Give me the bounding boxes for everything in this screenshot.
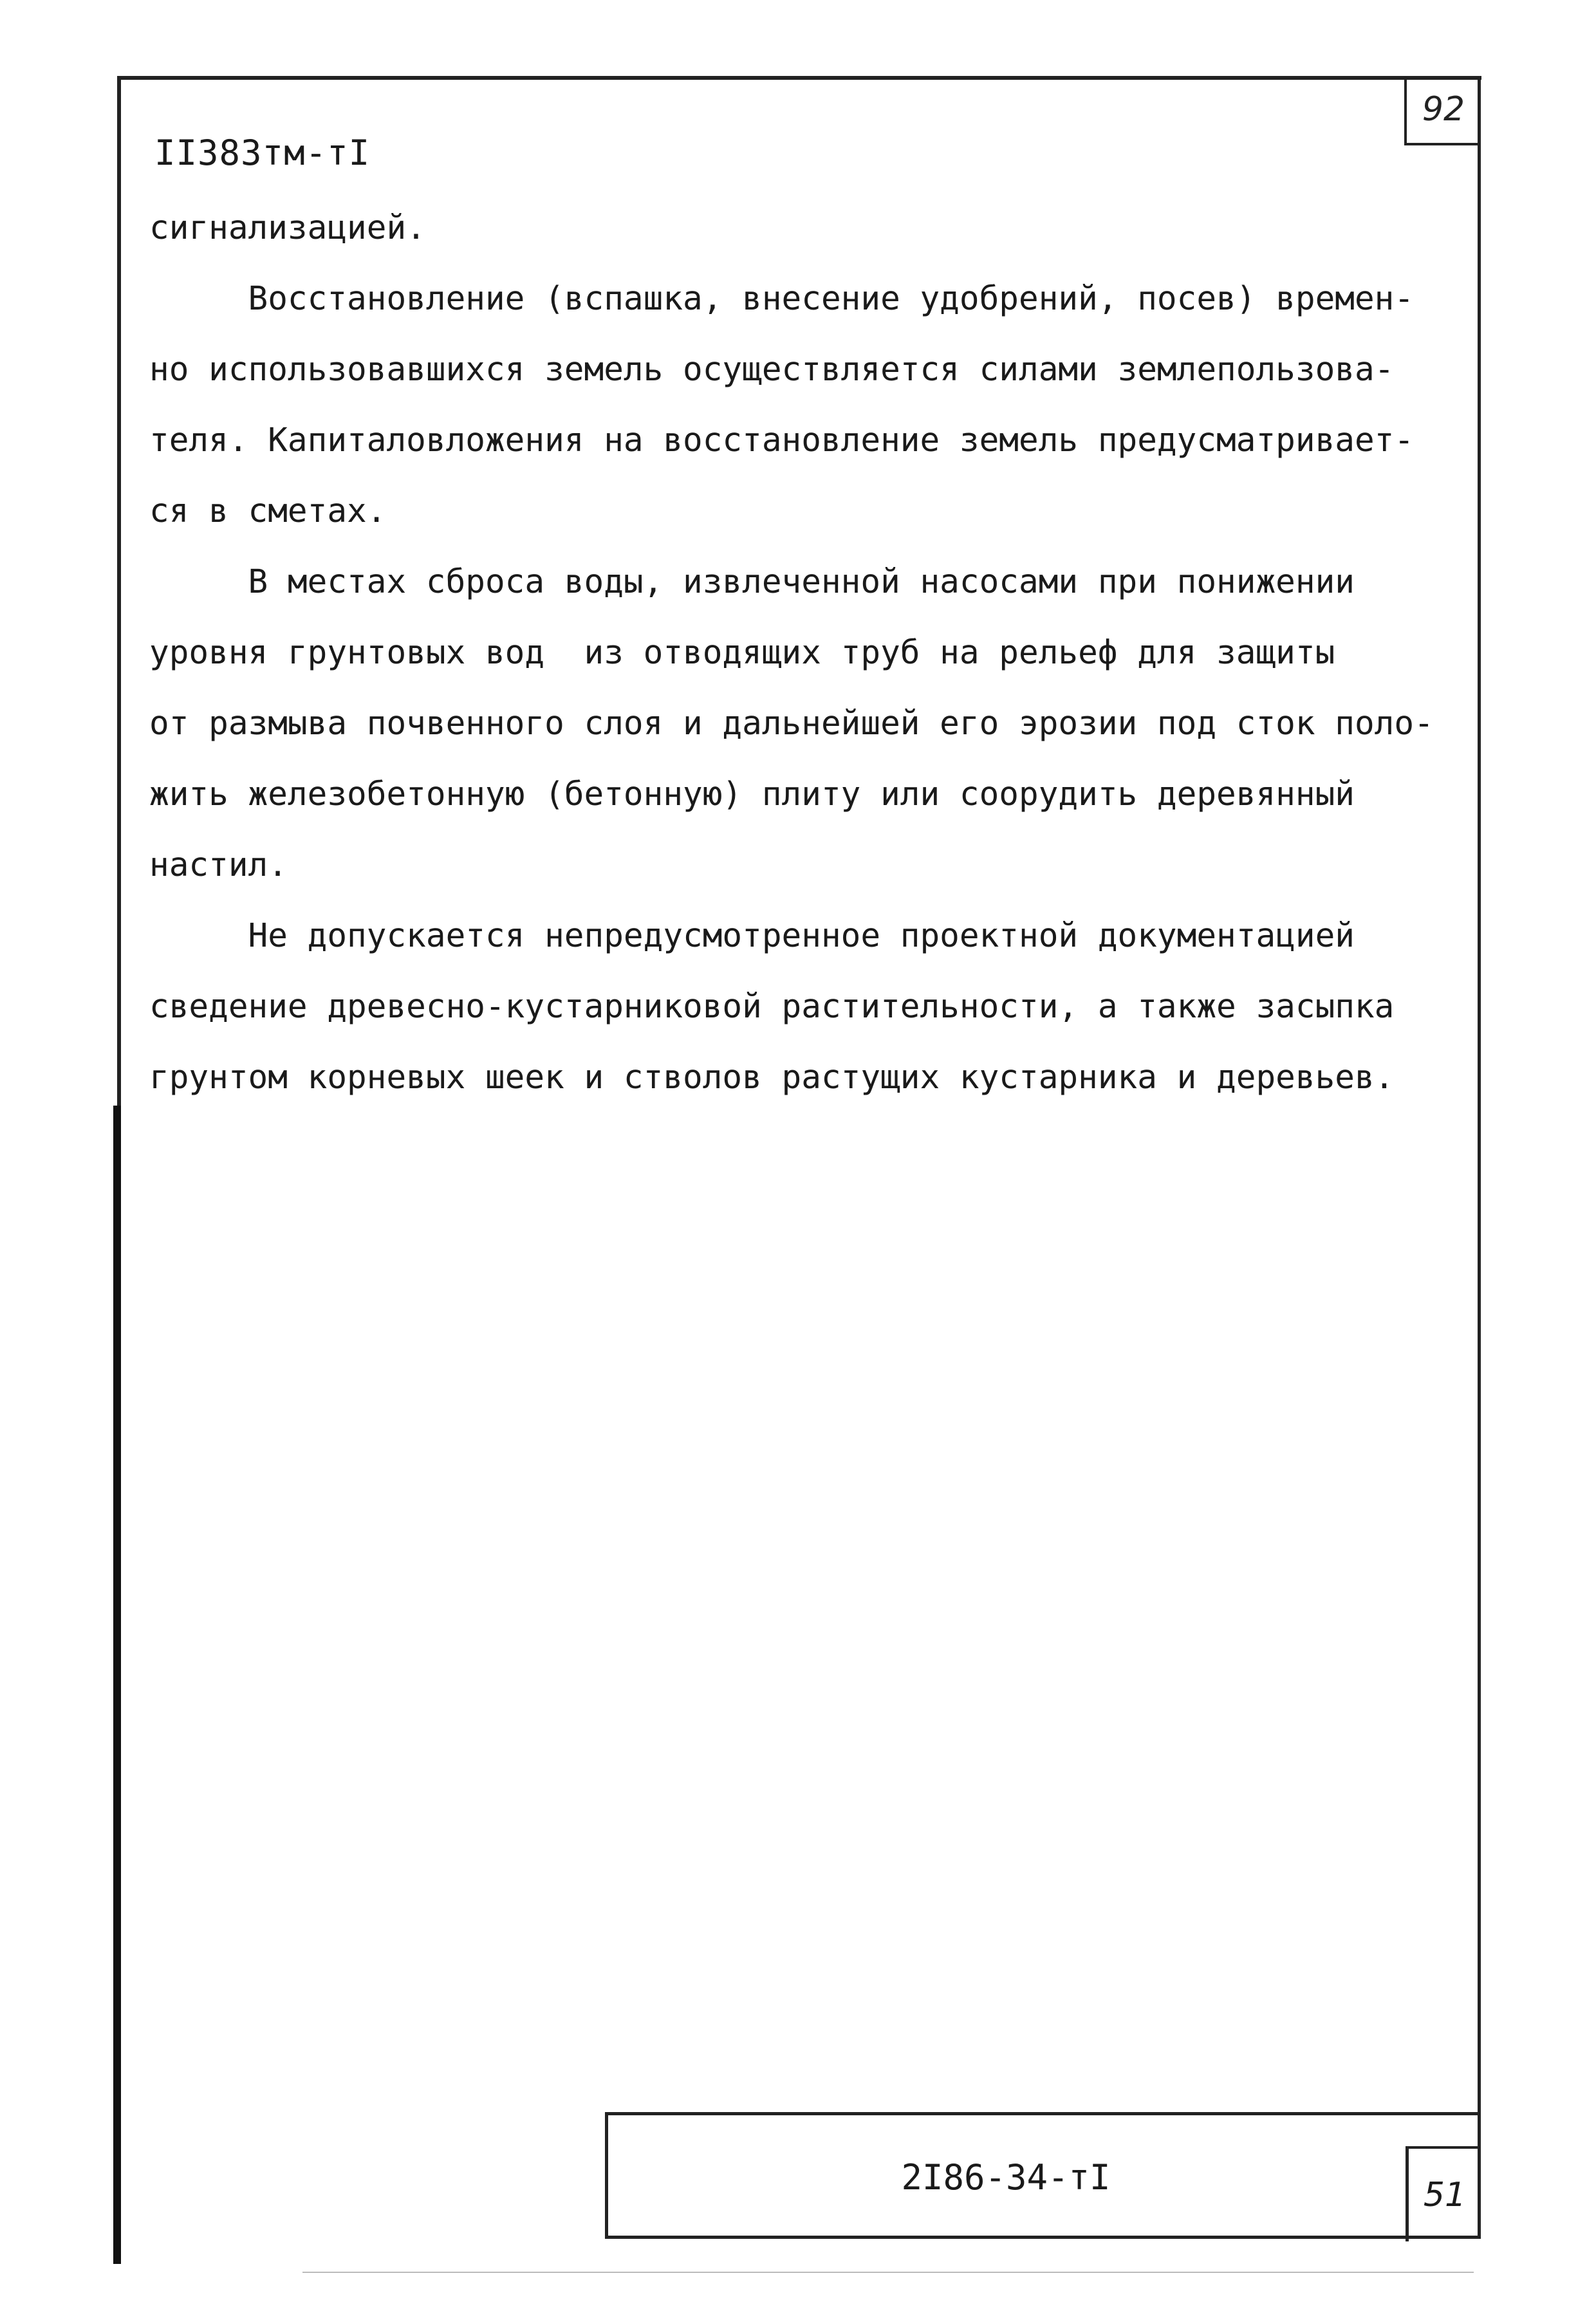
page-frame-top bbox=[120, 76, 1481, 80]
text-line: грунтом корневых шеек и стволов растущих кустарника и деревьев. bbox=[149, 1059, 1395, 1097]
text-line: от размыва почвенного слоя и дальнейшей его эрозии под сток поло- bbox=[149, 705, 1434, 743]
sheet-number: 92 bbox=[1422, 90, 1465, 129]
stamp-document-code: 2I86-34-тI bbox=[901, 2156, 1111, 2198]
text-line: уровня грунтовых вод из отводящих труб на рельеф для защиты bbox=[149, 634, 1335, 672]
text-line: теля. Капиталовложения на восстановление земель предусматривает- bbox=[149, 422, 1415, 459]
text-line: сведение древесно-кустарниковой растительности, а также засыпка bbox=[149, 988, 1395, 1026]
text-line: сигнализацией. bbox=[149, 209, 426, 247]
body-text bbox=[149, 193, 1436, 1113]
text-line: В местах сброса воды, извлеченной насосами при понижении bbox=[149, 563, 1355, 601]
text-line: Не допускается непредусмотренное проектной документацией bbox=[149, 917, 1355, 955]
page-frame-left bbox=[117, 76, 121, 1106]
title-block-stamp bbox=[605, 2112, 1481, 2239]
stamp-page-box bbox=[1406, 2146, 1481, 2241]
text-line: ся в сметах. bbox=[149, 492, 387, 530]
document-code: II383тм-тI bbox=[154, 133, 371, 173]
text-line: но использовавшихся земель осуществляется силами землепользова- bbox=[149, 351, 1395, 389]
text-line: Восстановление (вспашка, внесение удобрений, посев) времен- bbox=[149, 280, 1415, 318]
page-frame-left-binding bbox=[113, 1106, 121, 2264]
stamp-page-number: 51 bbox=[1423, 2176, 1467, 2214]
text-line: жить железобетонную (бетонную) плиту или соорудить деревянный bbox=[149, 775, 1355, 813]
page-frame-right bbox=[1478, 76, 1481, 2238]
sheet-number-box bbox=[1404, 76, 1480, 145]
text-line: настил. bbox=[149, 846, 288, 884]
bottom-rule bbox=[302, 2272, 1474, 2273]
